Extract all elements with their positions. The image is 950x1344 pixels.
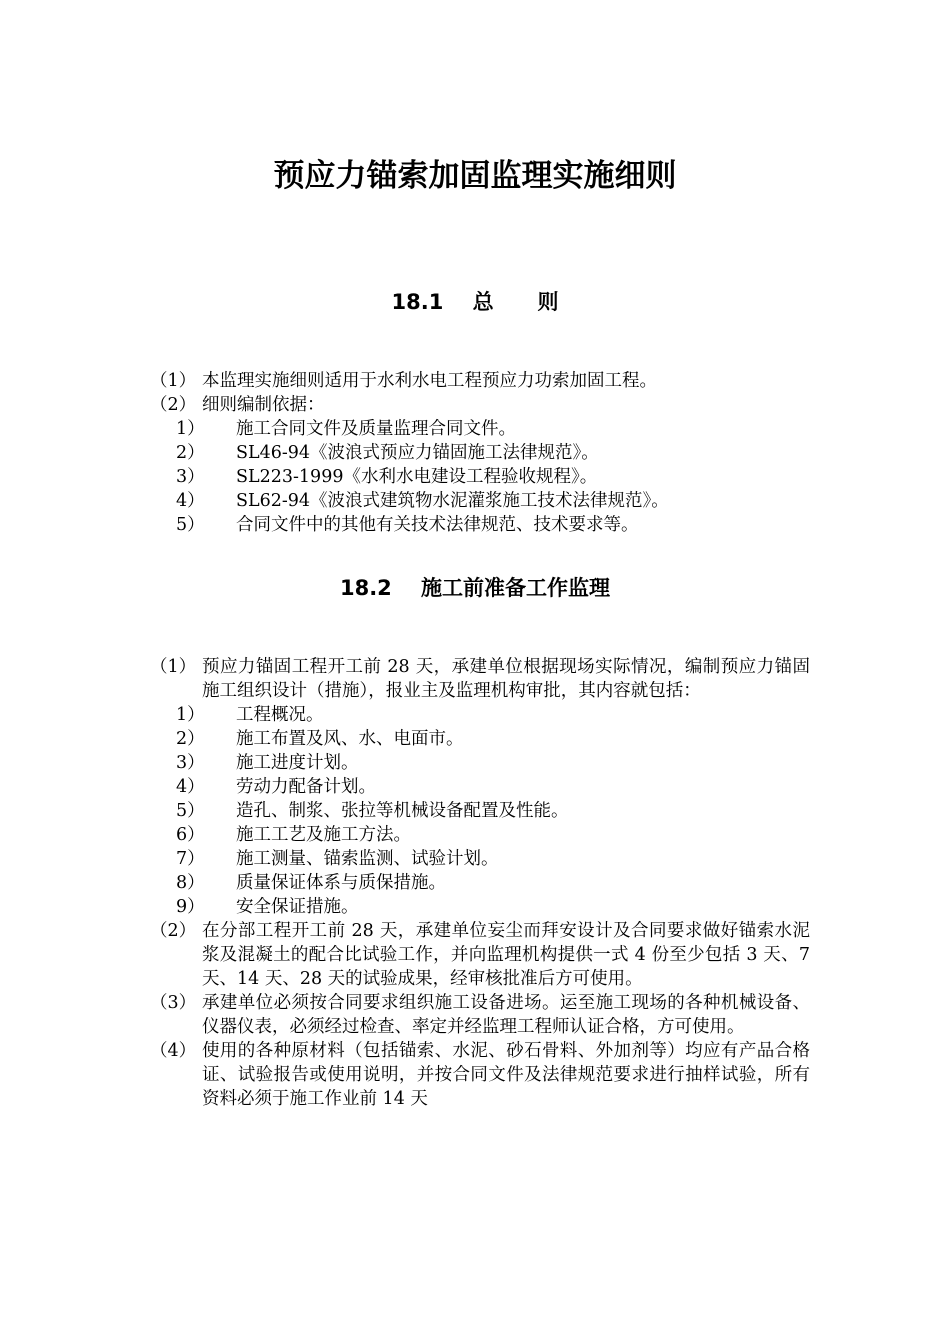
section-heading-general: 18.1 总 则 [391, 290, 559, 314]
list-item [150, 393, 810, 417]
sub-item-number: 4） [176, 491, 205, 511]
section-heading-preparation: 18.2 施工前准备工作监理 [339, 576, 611, 600]
sub-item-number: 1） [176, 705, 205, 725]
sub-list-item [150, 847, 810, 871]
sub-list-item [150, 751, 810, 775]
sub-item-text: 施工进度计划。 [236, 753, 359, 773]
section-preparation-body [150, 655, 810, 1111]
sub-item-number: 2） [176, 729, 205, 749]
sub-item-number: 9） [176, 897, 205, 917]
item-number: （1） [150, 371, 197, 391]
item-text: 使用的各种原材料（包括锚索、水泥、砂石骨料、外加剂等）均应有产品合格证、试验报告或使用说明，并按合同文件及法律规范要求进行抽样试验，所有资料必须于施工作业前 14 天 [202, 1041, 810, 1109]
item-number: （2） [150, 921, 197, 941]
sub-item-text: 施工合同文件及质量监理合同文件。 [236, 419, 516, 439]
item-text: 承建单位必须按合同要求组织施工设备进场。运至施工现场的各种机械设备、仪器仪表，必须经过检查、率定并经监理工程师认证合格，方可使用。 [202, 993, 810, 1037]
sub-item-text: 工程概况。 [236, 705, 324, 725]
item-text: 在分部工程开工前 28 天，承建单位妄尘而拜安设计及合同要求做好锚索水泥浆及混凝土的配合比试验工作，并向监理机构提供一式 4 份至少包括 3 天、7 天、14 天、28 天的试验成果，经审核批准后方可使用。 [202, 921, 810, 989]
sub-list-item [150, 799, 810, 823]
sub-list-item [150, 417, 810, 441]
item-text: 细则编制依据： [202, 395, 325, 415]
sub-item-text: 施工测量、锚索监测、试验计划。 [236, 849, 499, 869]
sub-item-number: 5） [176, 801, 205, 821]
sub-item-text: 质量保证体系与质保措施。 [236, 873, 446, 893]
sub-item-number: 5） [176, 515, 205, 535]
sub-list-item [150, 895, 810, 919]
sub-item-text: 施工布置及风、水、电面市。 [236, 729, 464, 749]
sub-item-text: 造孔、制浆、张拉等机械设备配置及性能。 [236, 801, 569, 821]
list-item [150, 1039, 810, 1111]
sub-item-number: 7） [176, 849, 205, 869]
sub-list-item [150, 441, 810, 465]
sub-list-item [150, 871, 810, 895]
sub-item-number: 3） [176, 467, 205, 487]
sub-item-text: SL46-94《波浪式预应力锚固施工法律规范》。 [236, 443, 599, 463]
sub-item-number: 1） [176, 419, 205, 439]
list-item [150, 369, 810, 393]
item-number: （1） [150, 657, 197, 677]
sub-item-text: 施工工艺及施工方法。 [236, 825, 411, 845]
sub-item-text: 合同文件中的其他有关技术法律规范、技术要求等。 [236, 515, 639, 535]
sub-list-item [150, 775, 810, 799]
sub-item-number: 3） [176, 753, 205, 773]
sub-item-number: 2） [176, 443, 205, 463]
sub-item-text: SL62-94《波浪式建筑物水泥灌浆施工技术法律规范》。 [236, 491, 669, 511]
sub-list-item [150, 703, 810, 727]
sub-item-text: 安全保证措施。 [236, 897, 359, 917]
sub-item-text: 劳动力配备计划。 [236, 777, 376, 797]
item-number: （3） [150, 993, 197, 1013]
sub-list-item [150, 489, 810, 513]
list-item [150, 919, 810, 991]
sub-item-text: SL223-1999《水利水电建设工程验收规程》。 [236, 467, 598, 487]
list-item [150, 991, 810, 1039]
sub-list-item [150, 513, 810, 537]
item-text: 本监理实施细则适用于水利水电工程预应力功索加固工程。 [202, 371, 657, 391]
sub-item-number: 6） [176, 825, 205, 845]
item-number: （2） [150, 395, 197, 415]
section-general-body [150, 369, 810, 537]
document-title: 预应力锚索加固监理实施细则 [273, 158, 677, 194]
item-text: 预应力锚固工程开工前 28 天，承建单位根据现场实际情况，编制预应力锚固施工组织设计（措施），报业主及监理机构审批，其内容就包括： [202, 657, 810, 701]
sub-item-number: 4） [176, 777, 205, 797]
sub-list-item [150, 823, 810, 847]
sub-list-item [150, 465, 810, 489]
sub-item-number: 8） [176, 873, 205, 893]
item-number: （4） [150, 1041, 197, 1061]
list-item [150, 655, 810, 703]
sub-list-item [150, 727, 810, 751]
